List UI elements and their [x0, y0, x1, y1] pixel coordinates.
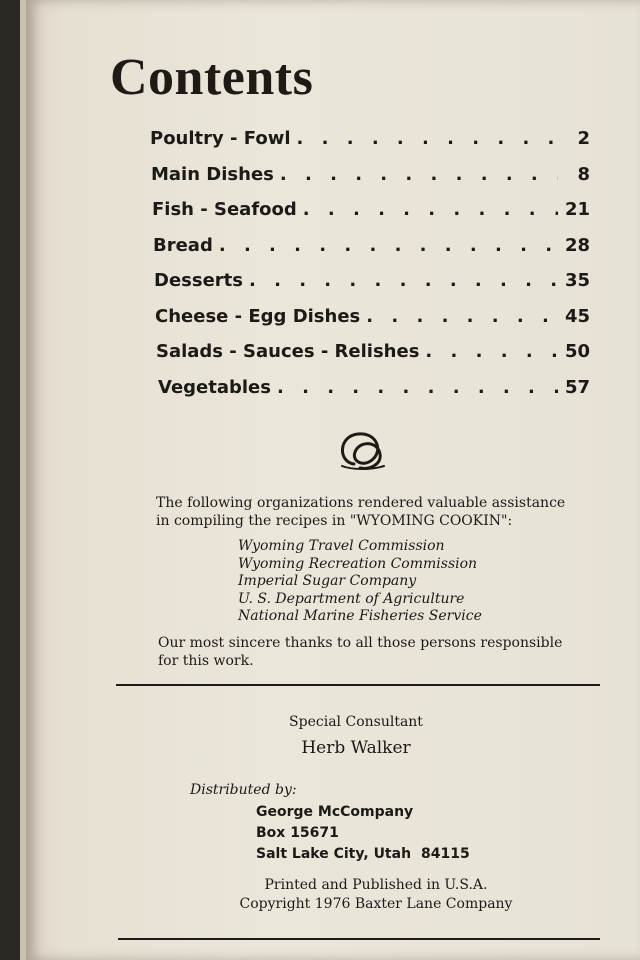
toc-entry-label: Fish - Seafood	[152, 199, 297, 220]
toc-page-number: 50	[564, 341, 590, 362]
acknowledgement-intro	[156, 494, 596, 530]
dot-leader	[280, 164, 558, 185]
toc-entry-label: Bread	[153, 234, 213, 256]
distributor-address	[256, 802, 470, 865]
distributor-box: Box 15671	[256, 825, 339, 841]
distributor-city-line	[256, 844, 470, 865]
dot-leader	[249, 270, 558, 291]
toc-entry-label: Cheese - Egg Dishes	[155, 305, 361, 327]
dot-leader	[366, 306, 558, 327]
copyright-line: Copyright 1976 Baxter Lane Company	[239, 896, 513, 912]
toc-entry-label: Main Dishes	[151, 163, 274, 185]
organization-item: National Marine Fisheries Service	[238, 608, 482, 624]
toc-entry-desserts[interactable]	[150, 270, 590, 306]
toc-entry-cheese[interactable]	[150, 306, 590, 342]
distributor-company: George McCompany	[256, 804, 414, 820]
toc-entry-poultry[interactable]	[150, 128, 590, 164]
toc-entry-label: Salads - Sauces - Relishes	[156, 341, 420, 362]
organization-item: Imperial Sugar Company	[238, 573, 417, 589]
page-title: Contents	[110, 49, 314, 106]
dot-leader	[277, 377, 558, 398]
publication-footer	[226, 876, 526, 914]
toc-entry-main-dishes[interactable]	[150, 164, 590, 200]
organization-list	[238, 538, 558, 626]
toc-entry-label: Desserts	[154, 270, 243, 291]
distributed-by-label: Distributed by:	[190, 782, 297, 798]
printed-in-line: Printed and Published in U.S.A.	[264, 877, 488, 893]
organization-item: Wyoming Recreation Commission	[238, 555, 478, 572]
table-of-contents	[150, 128, 590, 412]
acknowledgement-line: in compiling the recipes in "WYOMING COOKIN":	[156, 513, 513, 529]
toc-entry-label: Vegetables	[158, 376, 271, 398]
organization-item: Wyoming Travel Commission	[238, 538, 445, 554]
distributor-zip: 84115	[421, 846, 470, 862]
thanks-line: Our most sincere thanks to all those persons responsible	[158, 635, 563, 651]
acknowledgement-line: The following organizations rendered valuable assistance	[156, 495, 566, 511]
toc-entry-fish[interactable]	[150, 199, 590, 235]
toc-page-number: 8	[577, 163, 590, 185]
toc-page-number: 35	[564, 270, 590, 291]
flourish-ornament-icon	[332, 426, 392, 472]
toc-entry-bread[interactable]	[150, 235, 590, 271]
thanks-line: for this work.	[158, 653, 254, 669]
toc-page-number: 45	[564, 305, 590, 327]
toc-entry-vegetables[interactable]	[150, 377, 590, 413]
toc-page-number: 57	[564, 376, 590, 398]
dot-leader	[303, 199, 558, 220]
thanks-paragraph	[158, 634, 598, 670]
toc-page-number: 2	[577, 128, 590, 149]
dot-leader	[297, 128, 559, 149]
distributor-city: Salt Lake City, Utah	[256, 846, 412, 862]
toc-entry-label: Poultry - Fowl	[150, 128, 291, 149]
divider	[116, 684, 600, 686]
consultant-name: Herb Walker	[301, 738, 411, 758]
toc-page-number: 28	[564, 234, 590, 256]
divider	[118, 938, 600, 940]
organization-item: U. S. Department of Agriculture	[238, 590, 465, 607]
dot-leader	[219, 235, 558, 256]
toc-page-number: 21	[564, 199, 590, 220]
toc-entry-salads[interactable]	[150, 341, 590, 377]
dot-leader	[425, 341, 558, 362]
consultant-label: Special Consultant	[289, 714, 423, 730]
